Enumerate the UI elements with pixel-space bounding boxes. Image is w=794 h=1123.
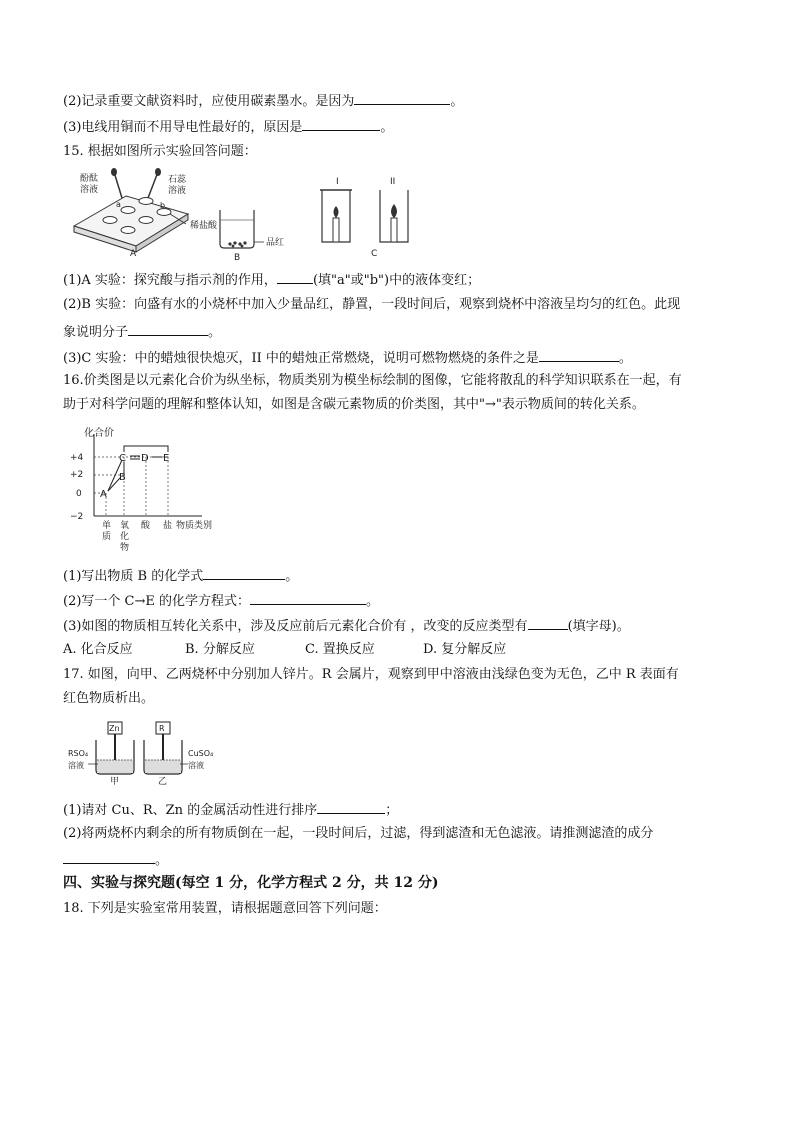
q16-part2: (2)写一个 C→E 的化学方程式： 。 [63,591,379,611]
label-b: b [160,201,166,210]
answer-blank[interactable] [128,322,208,336]
answer-blank[interactable] [63,850,155,864]
q16-stem-a: 16.价类图是以元素化合价为纵坐标，物质类别为模坐标绘制的图像，它能将散乱的科学知识联系在一起，有 [63,373,682,388]
label-phenolphthalein: 酚酞溶液 [80,174,99,195]
figure-label-b: B [234,253,241,263]
valence-class-chart [64,424,224,554]
xcat-oxide: 氧化物 [120,521,130,553]
label-cuso4: CuSO₄ 溶液 [188,749,214,770]
point-E: E [163,453,170,464]
q16-part1: (1)写出物质 B 的化学式 。 [63,566,298,586]
q17-stem-b: 红色物质析出。 [63,691,155,706]
label-I: I [336,177,339,187]
q14-part2: (2)记录重要文献资料时，应使用碳素墨水。是因为 。 [63,91,463,111]
label-zn: Zn [109,724,120,733]
q15-stem: 15. 根据如图所示实验回答问题： [63,144,257,159]
q17-part2-answer: 。 [63,850,168,870]
point-D: D [141,453,149,464]
label-jia: 甲 [110,777,120,787]
option-a[interactable]: A. 化合反应 [63,642,133,657]
point-B: B [119,472,126,483]
xcat-salt: 盐 [163,521,173,531]
q16-part3: (3)如图的物质相互转化关系中，涉及反应前后元素化合价有 ，改变的反应类型有 (填字母)。 [63,616,630,636]
section-heading: 四、实验与探究题(每空 1 分，化学方程式 2 分，共 12 分) [63,875,439,891]
candles-figure [320,177,408,259]
label-dye: 品红 [266,238,285,248]
label-yi: 乙 [158,777,168,787]
q15-figure [70,168,430,263]
answer-blank[interactable] [203,566,285,580]
xcat-acid: 酸 [141,521,151,531]
option-b[interactable]: B. 分解反应 [185,642,255,657]
option-c[interactable]: C. 置换反应 [305,642,375,657]
x-axis-label: 物质类别 [176,521,213,531]
answer-blank[interactable] [317,800,385,814]
xcat-element: 单质 [102,521,112,542]
q15-part2a: (2)B 实验：向盛有水的小烧杯中加入少量品红，静置，一段时间后，观察到烧杯中溶液呈均匀的红色。此现 [63,297,681,312]
answer-blank[interactable] [528,616,568,630]
figure-label-c: C [371,249,378,259]
answer-blank[interactable] [250,591,366,605]
q17-stem-a: 17. 如图，向甲、乙两烧杯中分别加人锌片。R 会属片，观察到甲中溶液由浅绿色变为无色，乙中 R 表面有 [63,667,679,682]
beaker-figure [220,210,284,263]
q18-stem: 18. 下列是实验室常用装置，请根据题意回答下列问题： [63,901,387,916]
label-II: II [390,177,396,187]
label-a: a [116,200,121,209]
label-litmus: 石蕊溶液 [168,175,187,196]
q15-part2b: 象说明分子 。 [63,322,221,342]
point-A: A [100,489,107,500]
y-axis-label: 化合价 [84,428,114,439]
answer-blank[interactable] [354,91,450,105]
q14-part3: (3)电线用铜而不用导电性最好的，原因是 。 [63,117,393,137]
q16-options [63,641,506,659]
answer-blank[interactable] [302,117,380,131]
ytick-label: +4 [70,453,84,463]
ytick-label: −2 [70,512,84,522]
label-dilute-hcl: 稀盐酸 [190,221,218,231]
spot-plate-figure [74,168,218,259]
ytick-label: +2 [70,470,84,480]
label-rso4: RSO₄ 溶液 [68,749,89,770]
answer-blank[interactable] [277,270,313,284]
option-d[interactable]: D. 复分解反应 [423,642,507,657]
point-C: C [119,453,126,464]
q17-figure [66,718,226,790]
q17-part2: (2)将两烧杯内剩余的所有物质倒在一起，一段时间后，过滤，得到滤渣和无色滤液。请推测滤渣的成分 [63,826,654,841]
q15-part1: (1)A 实验：探究酸与指示剂的作用， (填"a"或"b")中的液体变红； [63,270,480,290]
label-r: R [159,724,165,733]
q17-part1: (1)请对 Cu、R、Zn 的金属活动性进行排序 ； [63,800,398,820]
ytick-label: 0 [76,489,82,499]
q15-part3: (3)C 实验：中的蜡烛很快熄灭，II 中的蜡烛正常燃烧，说明可燃物燃烧的条件之是 。 [63,348,632,368]
figure-label-a: A [130,249,137,259]
answer-blank[interactable] [539,348,619,362]
q16-stem-b: 助于对科学问题的理解和整体认知，如图是含碳元素物质的价类图，其中"→"表示物质间的转化关系。 [63,397,645,412]
